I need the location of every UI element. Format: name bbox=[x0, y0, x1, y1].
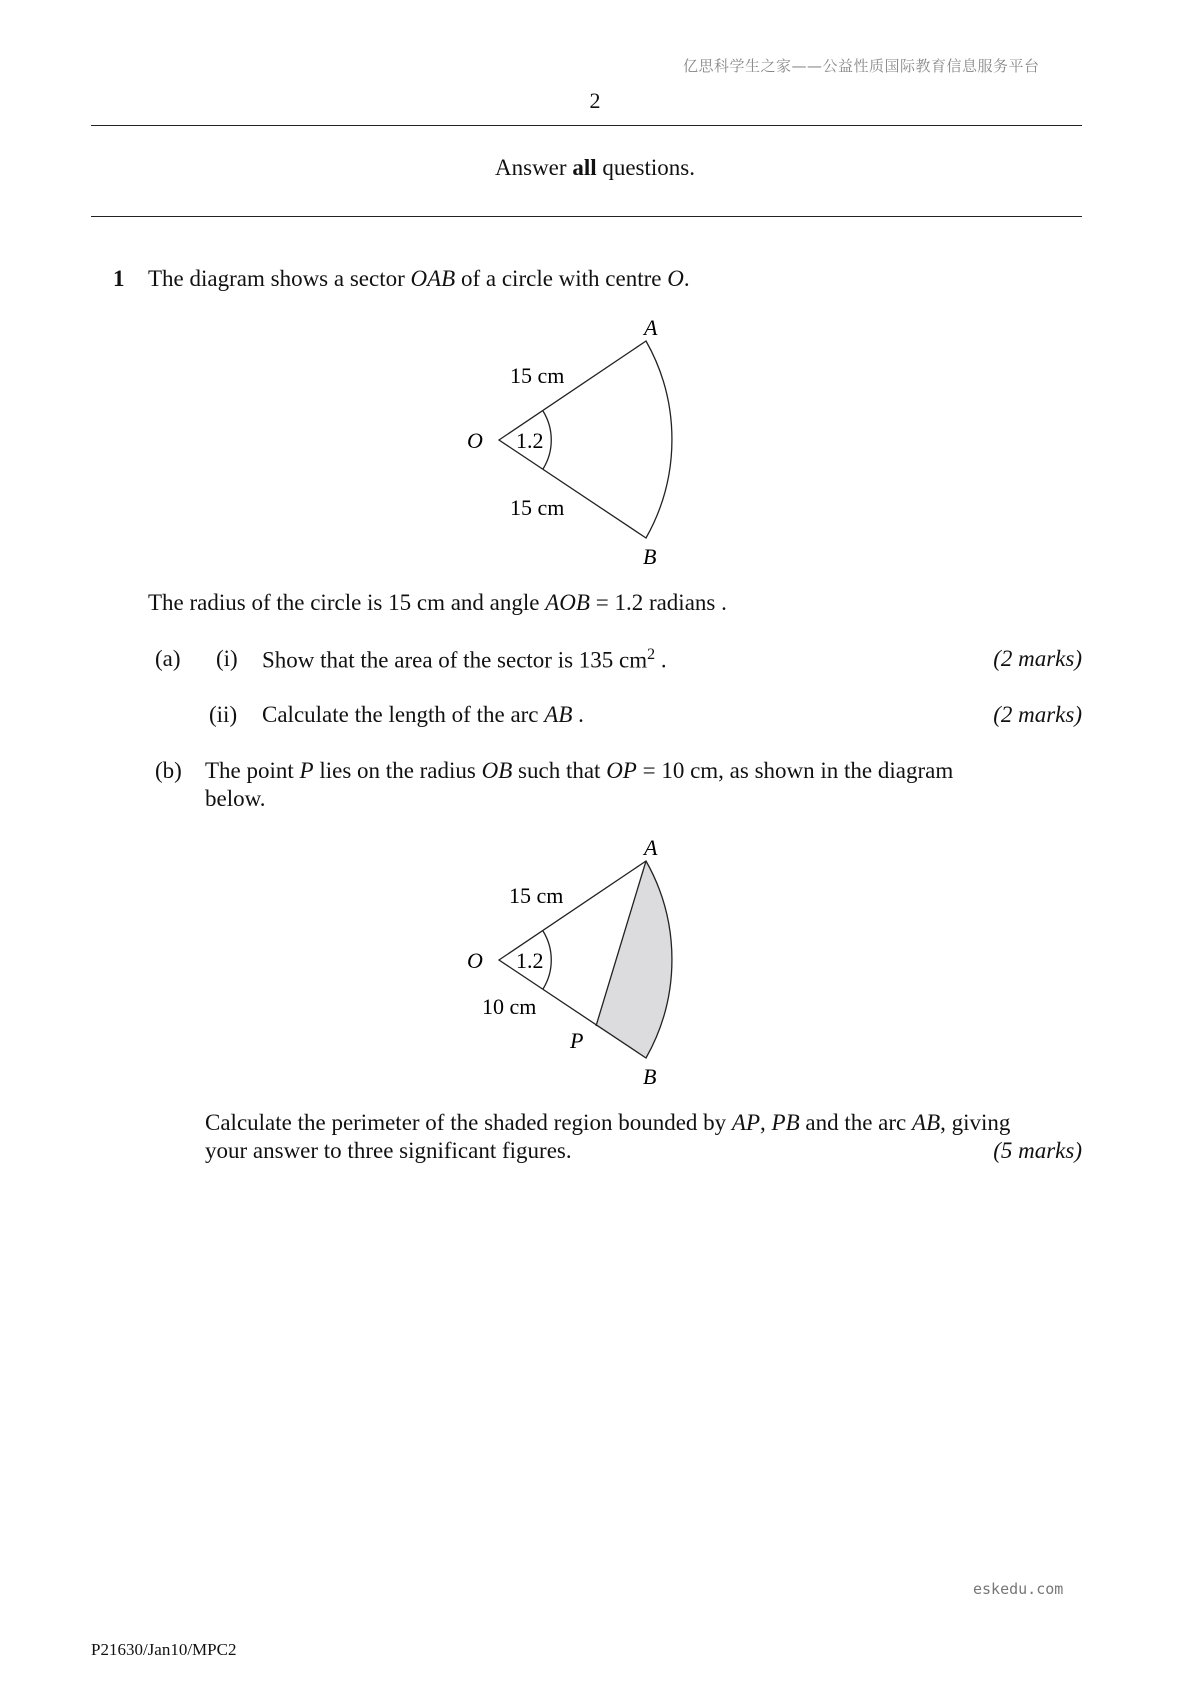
part-b-task-line2: your answer to three significant figures. bbox=[205, 1138, 572, 1163]
top-rule bbox=[91, 125, 1082, 126]
page-number: 2 bbox=[589, 88, 601, 113]
angle-label: 1.2 bbox=[516, 428, 544, 453]
label-o: O bbox=[467, 428, 483, 453]
angle-label: 1.2 bbox=[516, 948, 544, 973]
oa-length: 15 cm bbox=[509, 883, 564, 908]
part-a-ii-text: Calculate the length of the arc AB . bbox=[262, 702, 584, 727]
sector-diagram-1 bbox=[455, 305, 705, 575]
part-a-ii-marks: (2 marks) bbox=[993, 702, 1082, 727]
op-length: 10 cm bbox=[482, 994, 537, 1019]
part-b-line1: The point P lies on the radius OB such that OP = 10 cm, as shown in the diagram bbox=[205, 758, 954, 783]
question-intro: The diagram shows a sector OAB of a circle with centre O. bbox=[148, 266, 690, 291]
label-a: A bbox=[644, 835, 658, 860]
angle-arc bbox=[543, 931, 551, 989]
instruction-rule bbox=[91, 216, 1082, 217]
footer-site: eskedu.com bbox=[973, 1580, 1064, 1598]
part-b-line2: below. bbox=[205, 786, 266, 811]
part-b-task-line1: Calculate the perimeter of the shaded region bounded by AP, PB and the arc AB, giving bbox=[205, 1110, 1011, 1135]
label-a: A bbox=[644, 315, 658, 340]
radius-statement: The radius of the circle is 15 cm and angle AOB = 1.2 radians . bbox=[148, 590, 727, 615]
label-b: B bbox=[643, 544, 657, 569]
part-a-i-marks: (2 marks) bbox=[993, 646, 1082, 671]
oa-length: 15 cm bbox=[510, 363, 565, 388]
paper-code: P21630/Jan10/MPC2 bbox=[91, 1640, 237, 1659]
shaded-region bbox=[596, 861, 672, 1058]
part-a-label: (a) bbox=[155, 646, 181, 671]
angle-arc bbox=[543, 411, 551, 469]
label-p: P bbox=[570, 1028, 584, 1053]
part-b-label: (b) bbox=[155, 758, 182, 783]
part-a-i-text: Show that the area of the sector is 135 $cm^2$ . bbox=[262, 646, 667, 673]
sector-diagram-2 bbox=[455, 825, 705, 1095]
label-b: B bbox=[643, 1064, 657, 1089]
part-a-ii-label: (ii) bbox=[209, 702, 238, 727]
part-b-marks: (5 marks) bbox=[993, 1138, 1082, 1163]
question-number: 1 bbox=[113, 266, 125, 291]
label-o: O bbox=[467, 948, 483, 973]
ob-length: 15 cm bbox=[510, 495, 565, 520]
instruction: Answer all questions. bbox=[495, 155, 695, 180]
part-a-i-label: (i) bbox=[216, 646, 238, 671]
watermark-header: 亿思科学生之家——公益性质国际教育信息服务平台 bbox=[683, 57, 1040, 75]
